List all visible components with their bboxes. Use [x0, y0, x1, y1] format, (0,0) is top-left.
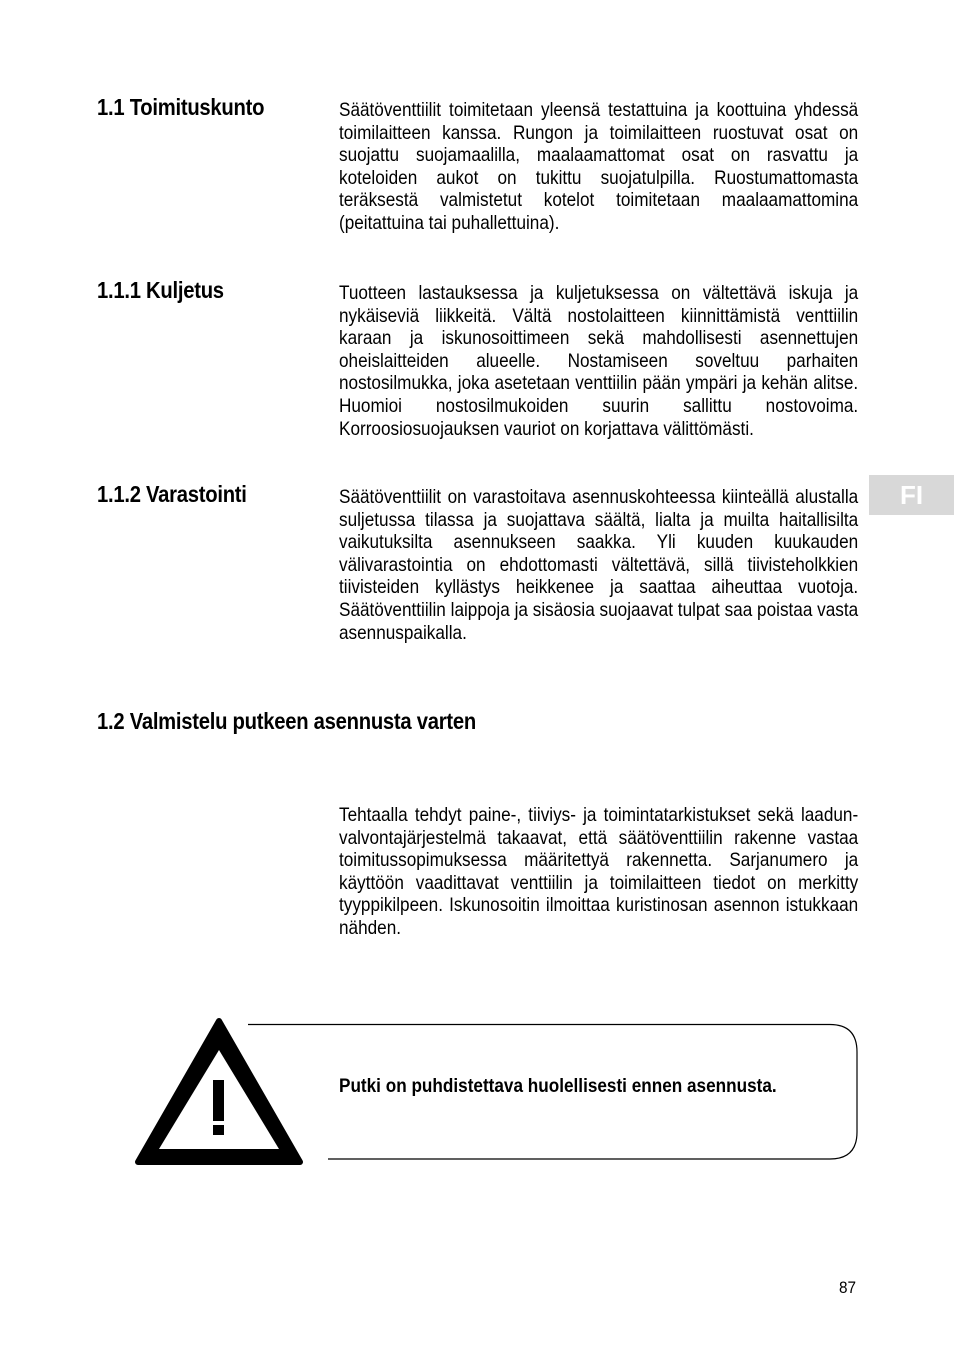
section-heading-valmistelu: 1.2 Valmistelu putkeen asennusta varten	[97, 708, 476, 734]
warning-text: Putki on puhdistettava huolellisesti ennen asennusta.	[339, 1075, 777, 1097]
section-text-valmistelu: Tehtaalla tehdyt paine-, tiiviys- ja toimintatarkistukset sekä laadunvalvontajärjestelmä takaavat, että säätöventtiilin rakenne vastaa toimitussopimuksessa määritettyä rakennetta. Sarjanumero ja käyttöön vaadittavat venttiilin ja toimilaitteen tiedot on merkitty tyyppikilpeen. Iskunosoitin ilmoittaa kuristinosan asennon istukkaan nähden.	[339, 804, 859, 939]
section-heading-varastointi: 1.1.2 Varastointi	[97, 481, 247, 507]
section-heading-kuljetus: 1.1.1 Kuljetus	[97, 277, 224, 303]
section-text-varastointi: Säätöventtiilit on varastoitava asennuskohteessa kiinteällä alustalla suljetussa tilassa ja suojattava säältä, lialta ja muilta haitallisilta vaikutuksilta asennukseen saakka. Yli kuuden kuukauden välivarastointia on ehdottomasti vältettävä, sillä tiivisteholkkien tiivisteiden kyllästys heikkenee ja saattaa aiheuttaa vuotoja. Säätöventtiilin laippoja ja sisäosia suojaavat tulpat saa poistaa vasta asennuspaikalla.	[339, 486, 859, 644]
section-text-kuljetus: Tuotteen lastauksessa ja kuljetuksessa on vältettävä iskuja ja nykäiseviä liikkeitä. Vältä nostolaitteen kiinnittämistä venttiilin karaan ja iskunosoittimeen sekä mahdollisesti asennettujen oheislaitteiden alueelle. Nostamiseen soveltuu parhaiten nostosilmukka, joka asetetaan venttiilin pään ympäri ja kehän alitse. Huomioi nostosilmukoiden suurin sallittu nostovoima. Korroosiosuojauksen vauriot on korjattava välittömästi.	[339, 282, 859, 440]
page-number: 87	[839, 1278, 857, 1297]
section-text-toimituskunto: Säätöventtiilit toimitetaan yleensä testattuina ja koottuina yhdessä toimilaitteen kanssa. Rungon ja toimilaitteen ruostuvat osat on suojattu suojamaalilla, maalaamattomat osat on rasvattu ja koteloiden aukot on tukittu suojatulpilla. Ruostumattomasta teräksestä valmistetut kotelot toimitetaan maalaamattomina (peitattuina tai puhallettuina).	[339, 99, 859, 234]
language-tab: FI	[869, 475, 954, 515]
section-heading-toimituskunto: 1.1 Toimituskunto	[97, 94, 265, 120]
